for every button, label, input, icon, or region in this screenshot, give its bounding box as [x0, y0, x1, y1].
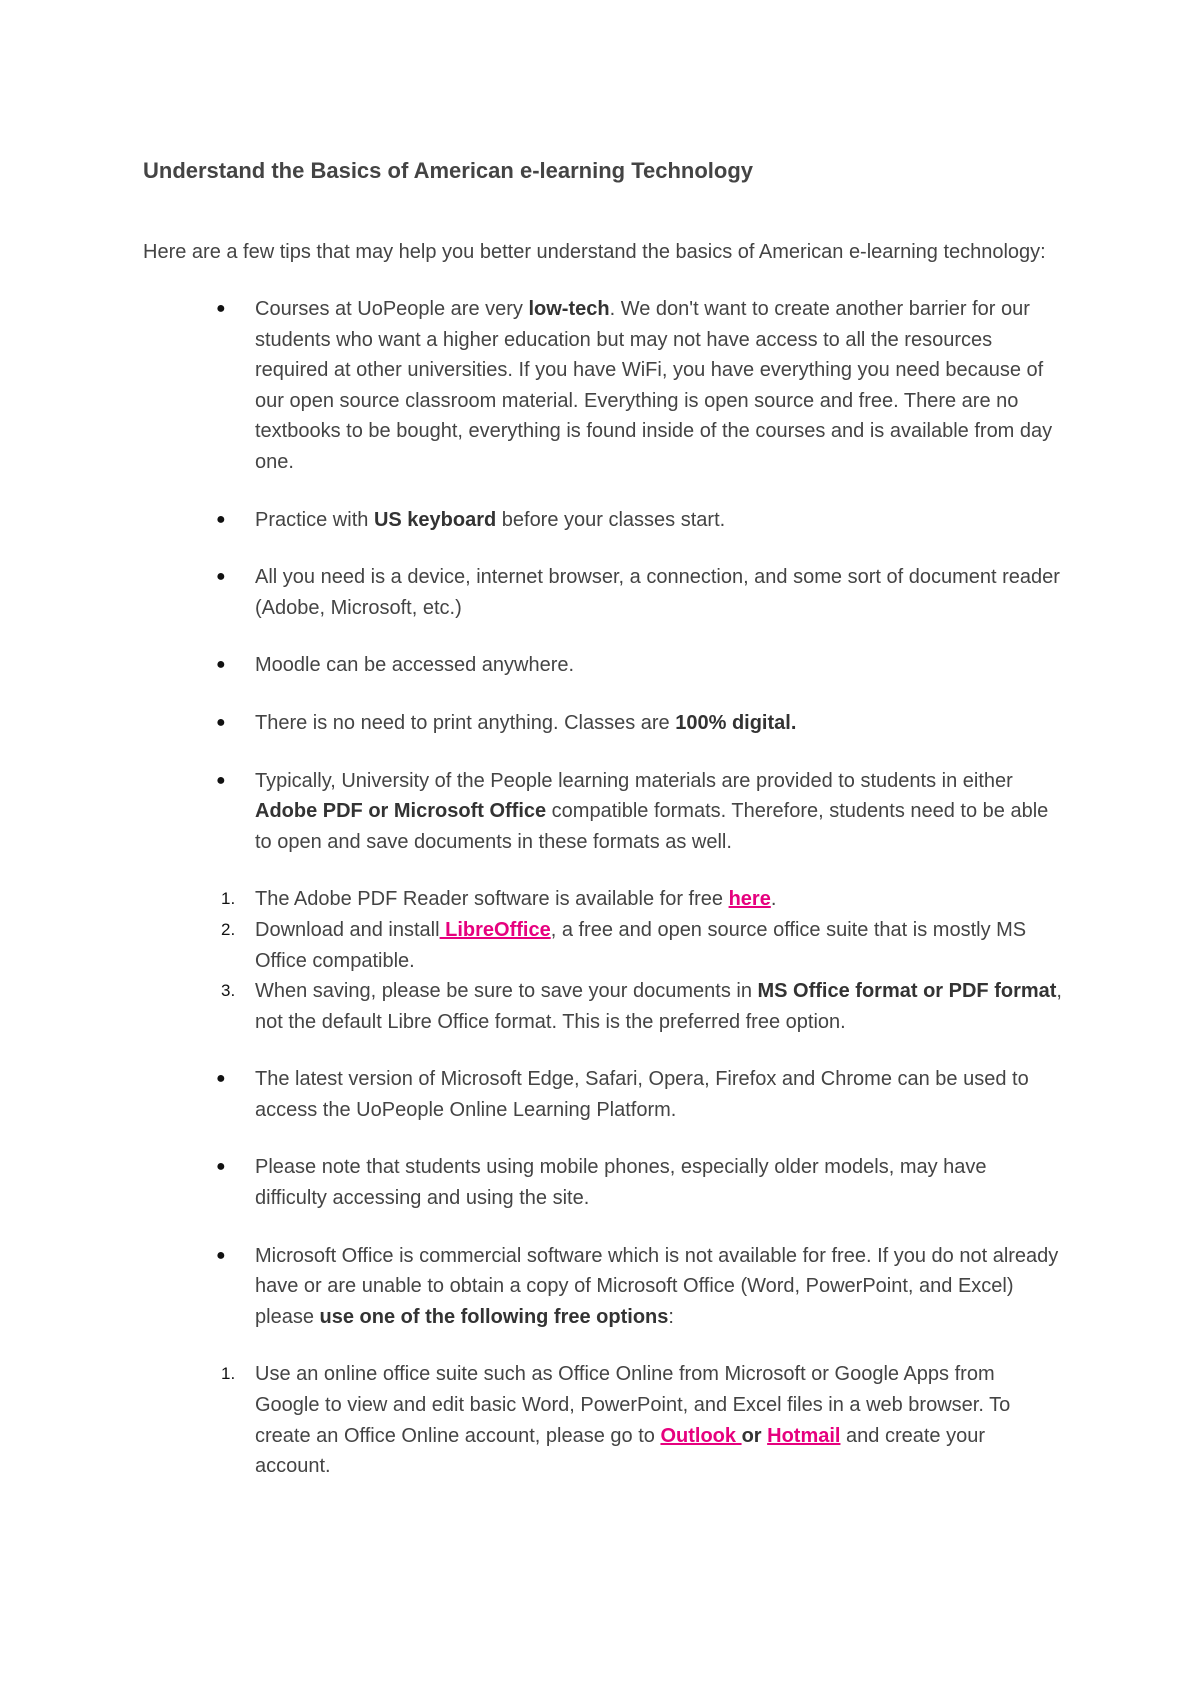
list-number: 1.: [221, 1364, 236, 1384]
list-item: [143, 650, 1063, 681]
sub-text: .: [770, 888, 777, 911]
list-number: 3.: [221, 981, 236, 1001]
bullet-icon: ●: [216, 656, 226, 674]
list-item: [143, 1064, 1063, 1125]
list-item: [143, 505, 1063, 536]
tip-text: Please note that students using mobile phones, especially older models, may have difficulty accessing and using the site.: [255, 1156, 987, 1210]
tip-text: Practice with: [255, 508, 374, 531]
bullet-icon: ●: [216, 771, 226, 789]
sub-list-item: [221, 915, 1063, 976]
hotmail-link[interactable]: Hotmail: [767, 1424, 841, 1447]
sub-text: When saving, please be sure to save your documents in: [255, 980, 758, 1003]
tip-bold: Adobe PDF or Microsoft Office: [255, 800, 547, 823]
sub-text: The Adobe PDF Reader software is available for free: [255, 888, 729, 911]
tip-bold: US keyboard: [373, 508, 497, 531]
tip-text: Typically, University of the People learning materials are provided to students in either: [255, 769, 1013, 792]
list-number: 2.: [221, 919, 236, 939]
bullet-icon: ●: [216, 1246, 226, 1264]
sub-bold: or: [741, 1424, 762, 1447]
tip-text: There is no need to print anything. Classes are: [255, 711, 676, 734]
tip-text: Microsoft Office is commercial software which is not available for free. If you do not already have or are unable to obtain a copy of Microsoft Office (Word, PowerPoint, and Excel) please: [255, 1244, 1059, 1328]
tip-text: :: [668, 1305, 674, 1328]
sub-text: Download and install: [255, 918, 440, 941]
tip-bold: use one of the following free options: [319, 1305, 669, 1328]
tips-list: [143, 294, 1063, 1482]
sub-list-item: [221, 884, 1063, 915]
bullet-icon: ●: [216, 568, 226, 586]
sub-bold: MS Office format or PDF format: [757, 980, 1057, 1003]
sub-text: , not the default Libre Office format. This is the preferred free option.: [255, 980, 1062, 1033]
tip-text: compatible formats. Therefore, students need to be able to open and save documents in these formats as well.: [255, 800, 1049, 853]
sub-list: [221, 884, 1063, 1037]
tip-text: Courses at UoPeople are very: [255, 298, 529, 320]
tip-bold: 100% digital.: [675, 711, 797, 734]
list-item: [143, 562, 1063, 623]
tip-text: before your classes start.: [496, 508, 726, 531]
list-item: [143, 708, 1063, 739]
bullet-icon: ●: [216, 713, 226, 731]
bullet-icon: ●: [216, 510, 226, 528]
list-item: [143, 294, 1063, 478]
tip-bold: low-tech: [528, 298, 610, 320]
intro-paragraph: Here are a few tips that may help you better understand the basics of American e-learning technology:: [143, 241, 1046, 263]
sub-text: and create your account.: [255, 1424, 985, 1478]
sub-list-item: [221, 976, 1063, 1037]
document-content: [143, 155, 1063, 1509]
list-item: [143, 1241, 1063, 1482]
bullet-icon: ●: [216, 300, 226, 317]
page-title: Understand the Basics of American e-learning Technology: [143, 158, 754, 183]
sub-text: , a free and open source office suite that is mostly MS Office compatible.: [255, 918, 1027, 972]
sub-list-item: [221, 1359, 1063, 1481]
bullet-icon: ●: [216, 1070, 226, 1088]
tip-text: All you need is a device, internet browser, a connection, and some sort of document reader (Adobe, Microsoft, etc.): [255, 566, 1060, 619]
adobe-reader-link[interactable]: here: [728, 888, 771, 911]
list-item: [143, 766, 1063, 1038]
list-number: 1.: [221, 889, 236, 909]
list-item: [143, 1152, 1063, 1213]
tip-text: The latest version of Microsoft Edge, Safari, Opera, Firefox and Chrome can be used to access the UoPeople Online Learning Platform.: [255, 1068, 1029, 1121]
tip-text: . We don't want to create another barrier for our students who want a higher education but may not have access to all the resources required at other universities. If you have WiFi, you have everything you need because of our open source classroom material. Everything is open source and free. There are no textbooks to be bought, everything is found inside of the courses and is available from day one.: [255, 298, 1053, 473]
libreoffice-link[interactable]: LibreOffice: [439, 918, 551, 941]
sub-list: [221, 1359, 1063, 1481]
bullet-icon: ●: [216, 1158, 226, 1176]
tip-text: Moodle can be accessed anywhere.: [255, 654, 575, 677]
outlook-link[interactable]: Outlook: [660, 1424, 742, 1447]
sub-text: Use an online office suite such as Office Online from Microsoft or Google Apps from Google to view and edit basic Word, PowerPoint, and Excel files in a web browser. To create an Office Online account, please go to: [255, 1363, 1011, 1447]
